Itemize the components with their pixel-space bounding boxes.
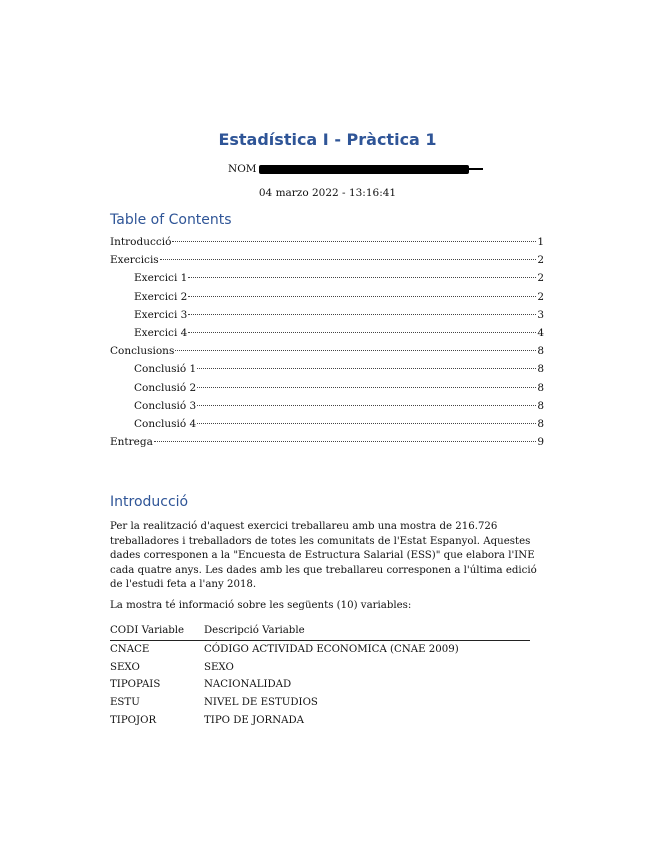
toc-leader-dots	[154, 441, 536, 442]
document-date: 04 marzo 2022 - 13:16:41	[258, 187, 397, 199]
toc-entry[interactable]	[110, 433, 544, 451]
toc-entry-page: 8	[537, 417, 544, 430]
toc-entry[interactable]	[110, 397, 544, 415]
toc-entry-page: 1	[537, 236, 544, 248]
toc-leader-dots	[160, 259, 537, 260]
toc-entry-page: 8	[537, 345, 544, 358]
variable-description: SEXO	[204, 661, 234, 673]
toc-entry-page: 8	[537, 399, 544, 412]
toc-entry[interactable]	[110, 342, 544, 360]
table-row	[110, 694, 530, 712]
variable-code: TIPOPAIS	[110, 679, 161, 691]
toc-leader-dots	[188, 332, 536, 333]
intro-paragraph: Per la realització d'aquest exercici treballareu amb una mostra de 216.726 treballadores i treballadors de totes les comunitats de l'Estat Espanyol. Aquestes dades corresponen a la "Encuesta de Estructura Salarial (ESS)" que elabora l'INE cada quatre anys. Les dades amb les que treballareu corresponen a l'última edició de l'estudi feta a l'any 2018.	[110, 521, 537, 591]
toc-entry-label: Exercici 4	[134, 326, 188, 339]
toc-entry-page: 3	[537, 308, 544, 321]
toc-entry-page: 4	[537, 326, 544, 339]
toc-entry-page: 8	[537, 363, 544, 376]
toc-leader-dots	[175, 350, 536, 351]
document-title: Estadística I - Pràctica 1	[218, 130, 437, 149]
variable-description: CÓDIGO ACTIVIDAD ECONOMICA (CNAE 2009)	[204, 643, 459, 655]
col-code-header: CODI Variable	[110, 625, 185, 636]
col-desc-header: Descripció Variable	[204, 625, 305, 636]
toc-entry-label: Conclusió 3	[134, 399, 197, 412]
toc-entry[interactable]	[110, 324, 544, 342]
variable-description: NIVEL DE ESTUDIOS	[204, 697, 318, 709]
toc-entry-page: 9	[537, 436, 544, 449]
variable-code: TIPOJOR	[110, 714, 157, 726]
toc-entry-label: Introducció	[110, 236, 172, 248]
toc-entry[interactable]	[110, 360, 544, 378]
toc-entry-label: Exercici 1	[134, 272, 188, 285]
toc-entry-page: 2	[537, 290, 544, 303]
toc-leader-dots	[188, 277, 536, 278]
toc-entry-page: 2	[537, 272, 544, 285]
toc-leader-dots	[197, 423, 536, 424]
toc-leader-dots	[197, 405, 536, 406]
table-row	[110, 712, 530, 730]
table-row	[110, 676, 530, 694]
toc-entry-label: Conclusió 4	[134, 417, 197, 430]
table-of-contents	[110, 233, 544, 451]
variables-table	[110, 622, 530, 730]
variable-description: TIPO DE JORNADA	[204, 714, 305, 726]
table-row	[110, 659, 530, 677]
variable-code: ESTU	[110, 697, 140, 709]
toc-entry-page: 2	[537, 254, 544, 267]
toc-leader-dots	[188, 314, 536, 315]
toc-entry-label: Conclusions	[110, 345, 175, 358]
name-label: NOM	[228, 163, 257, 175]
toc-entry[interactable]	[110, 288, 544, 306]
intro-heading: Introducció	[110, 494, 189, 510]
redaction-tail	[469, 168, 483, 170]
name-line	[228, 163, 483, 175]
toc-entry[interactable]	[110, 251, 544, 269]
toc-leader-dots	[188, 296, 536, 297]
variables-table-header	[110, 622, 530, 641]
toc-entry-label: Exercicis	[110, 254, 159, 267]
toc-entry[interactable]	[110, 415, 544, 433]
variable-description: NACIONALIDAD	[204, 679, 292, 691]
toc-heading: Table of Contents	[110, 212, 232, 228]
toc-leader-dots	[197, 368, 536, 369]
table-row	[110, 641, 530, 659]
variable-code: CNACE	[110, 643, 150, 655]
toc-entry[interactable]	[110, 269, 544, 287]
toc-entry[interactable]	[110, 306, 544, 324]
toc-entry-label: Entrega	[110, 436, 153, 449]
toc-entry[interactable]	[110, 379, 544, 397]
toc-leader-dots	[197, 387, 536, 388]
toc-entry-page: 8	[537, 381, 544, 394]
toc-entry-label: Exercici 2	[134, 290, 188, 303]
toc-entry-label: Conclusió 1	[134, 363, 197, 376]
variable-code: SEXO	[110, 661, 140, 673]
redacted-name	[259, 165, 469, 174]
toc-entry-label: Exercici 3	[134, 308, 188, 321]
toc-entry-label: Conclusió 2	[134, 381, 197, 394]
intro-paragraph-2: La mostra té informació sobre les següents (10) variables:	[110, 600, 412, 611]
toc-leader-dots	[172, 241, 536, 242]
toc-entry[interactable]	[110, 233, 544, 251]
